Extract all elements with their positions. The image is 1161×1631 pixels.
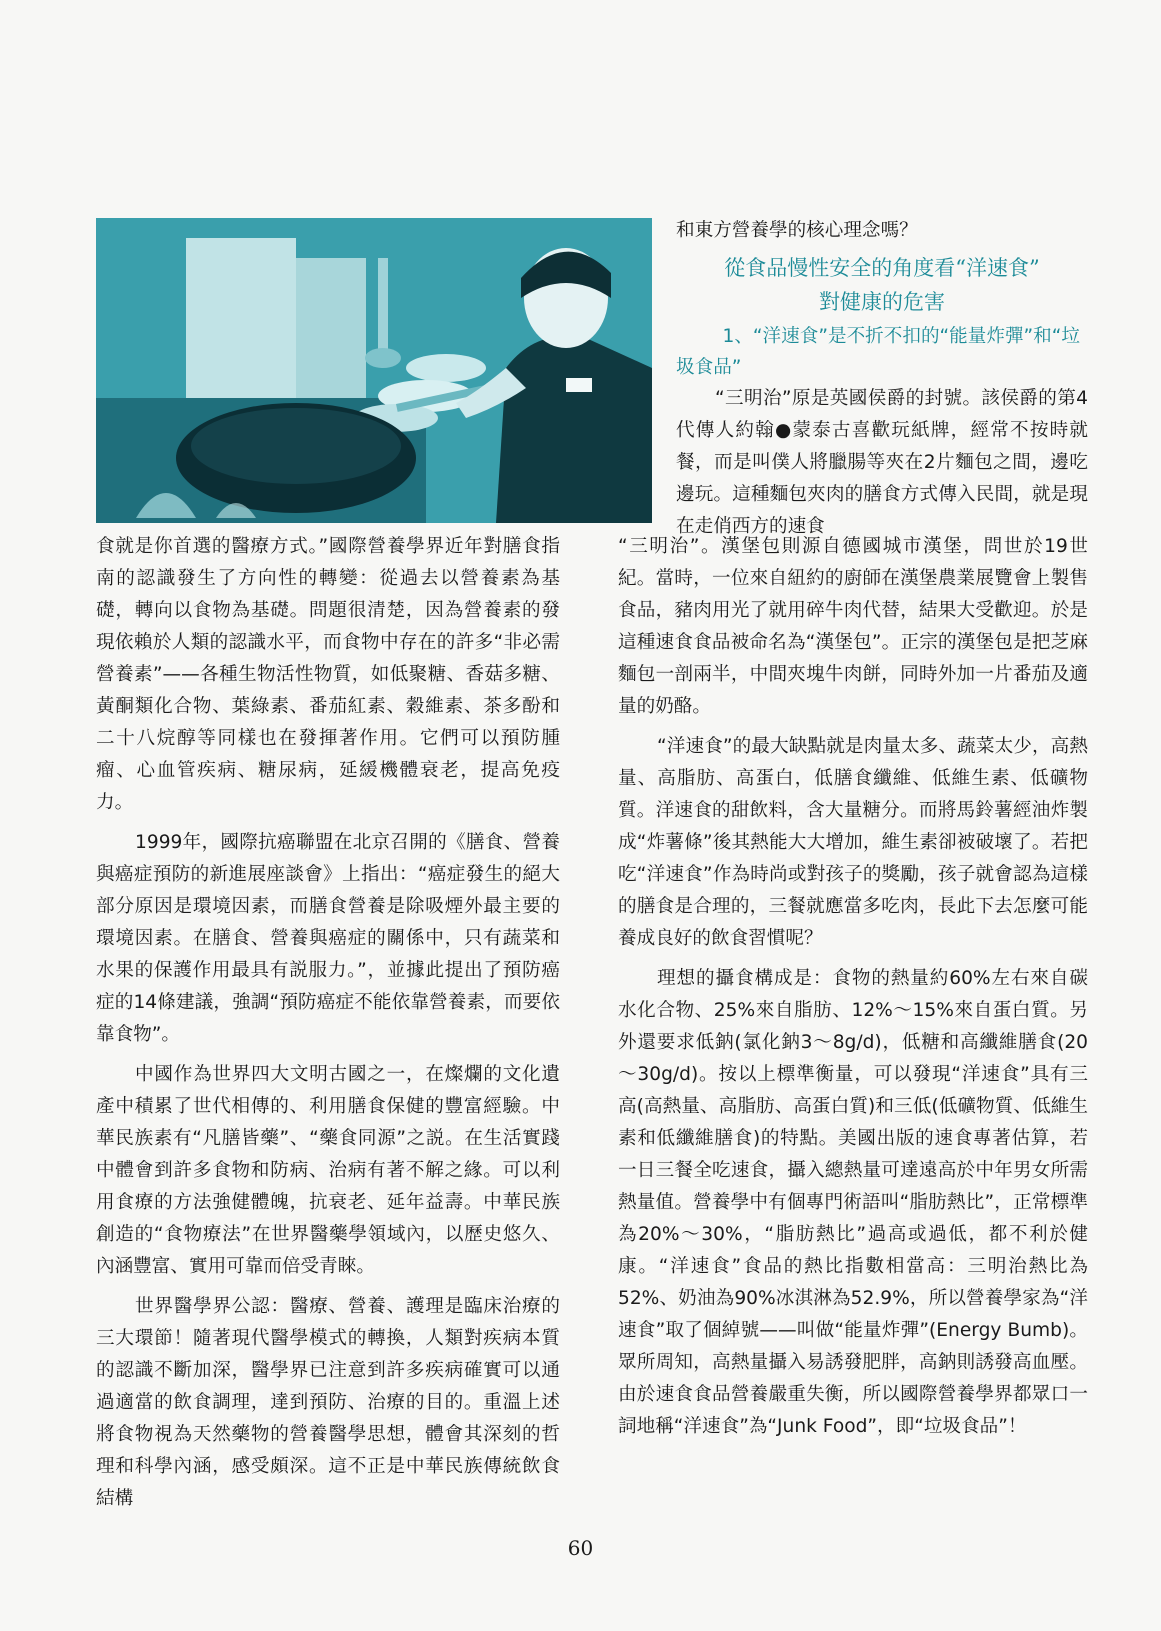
right-column xyxy=(618,531,1088,1443)
paragraph: “三明治”。漢堡包則源自德國城市漢堡，問世於19世紀。當時，一位來自紐約的廚師在漢堡農業展覽會上製售食品，豬肉用光了就用碎牛肉代替，結果大受歡迎。於是這種速食食品被命名為“漢堡包”。正宗的漢堡包是把芝麻麵包一剖兩半，中間夾塊牛肉餅，同時外加一片番茄及適量的奶酪。 xyxy=(618,536,1088,717)
paragraph: 中國作為世界四大文明古國之一，在燦爛的文化遺產中積累了世代相傳的、利用膳食保健的豐富經驗。中華民族素有“凡膳皆藥”、“藥食同源”之説。在生活實踐中體會到許多食物和防病、治病有著不解之緣。可以利用食療的方法強健體魄，抗衰老、延年益壽。中華民族創造的“食物療法”在世界醫藥學領域內，以歷史悠久、內涵豐富、實用可靠而倍受青睞。 xyxy=(96,1064,560,1277)
paragraph: 食就是你首選的醫療方式。”國際營養學界近年對膳食指南的認識發生了方向性的轉變：從過去以營養素為基礎，轉向以食物為基礎。問題很清楚，因為營養素的發現依賴於人類的認識水平，而食物中存在的許多“非必需營養素”——各種生物活性物質，如低聚糖、香菇多糖、黃酮類化合物、葉綠素、番茄紅素、穀維素、茶多酚和二十八烷醇等同樣也在發揮著作用。它們可以預防腫瘤、心血管疾病、糖尿病，延緩機體衰老，提高免疫力。 xyxy=(96,536,560,813)
section-heading xyxy=(676,251,1088,319)
subsection-heading: 1、“洋速食”是不折不扣的“能量炸彈”和“垃圾食品” xyxy=(676,326,1080,378)
paragraph: “三明治”原是英國侯爵的封號。該侯爵的第4代傳人約翰●蒙泰古喜歡玩紙牌，經常不按時就餐，而是叫僕人將臘腸等夾在2片麵包之間，邊吃邊玩。這種麵包夾肉的膳食方式傳入民間，就是現在走俏西方的速食 xyxy=(676,388,1088,537)
paragraph: 1999年，國際抗癌聯盟在北京召開的《膳食、營養與癌症預防的新進展座談會》上指出：“癌症發生的絕大部分原因是環境因素，而膳食營養是除吸煙外最主要的環境因素。在膳食、營養與癌症的關係中，只有蔬菜和水果的保護作用最具有説服力。”，並據此提出了預防癌症的14條建議，強調“預防癌症不能依靠營養素，而要依靠食物”。 xyxy=(96,832,560,1045)
section-heading-line2: 對健康的危害 xyxy=(819,290,945,314)
left-column xyxy=(96,531,560,1515)
photo-illustration xyxy=(96,218,652,523)
section-heading-line1: 從食品慢性安全的角度看“洋速食” xyxy=(724,256,1040,280)
paragraph: “洋速食”的最大缺點就是肉量太多、蔬菜太少，高熱量、高脂肪、高蛋白，低膳食纖維、低維生素、低礦物質。洋速食的甜飲料，含大量糖分。而將馬鈴薯經油炸製成“炸薯條”後其熱能大大增加，維生素卻被破壞了。若把吃“洋速食”作為時尚或對孩子的獎勵，孩子就會認為這樣的膳食是合理的，三餐就應當多吃肉，長此下去怎麼可能養成良好的飲食習慣呢？ xyxy=(618,736,1088,949)
paragraph: 理想的攝食構成是：食物的熱量約60%左右來自碳水化合物、25%來自脂肪、12%～15%來自蛋白質。另外還要求低鈉(氯化鈉3～8g/d)，低糖和高纖維膳食(20～30g/d)。按以上標準衡量，可以發現“洋速食”具有三高(高熱量、高脂肪、高蛋白質)和三低(低礦物質、低維生素和低纖維膳食)的特點。美國出版的速食專著估算，若一日三餐全吃速食，攝入總熱量可達遠高於中年男女所需熱量值。營養學中有個專門術語叫“脂肪熱比”，正常標準為20%～30%，“脂肪熱比”過高或過低，都不利於健康。“洋速食”食品的熱比指數相當高：三明治熱比為52%、奶油為90%冰淇淋為52.9%，所以營養學家為“洋速食”取了個綽號——叫做“能量炸彈”(Energy Bumb)。眾所周知，高熱量攝入易誘發肥胖，高鈉則誘發高血壓。由於速食食品營養嚴重失衡，所以國際營養學界都眾口一詞地稱“洋速食”為“Junk Food”，即“垃圾食品”！ xyxy=(618,968,1088,1437)
paragraph: 世界醫學界公認：醫療、營養、護理是臨床治療的三大環節！隨著現代醫學模式的轉換，人類對疾病本質的認識不斷加深，醫學界已注意到許多疾病確實可以通過適當的飲食調理，達到預防、治療的目的。重溫上述將食物視為天然藥物的營養醫學思想，體會其深刻的哲理和科學內涵，感受頗深。這不正是中華民族傳統飲食結構 xyxy=(96,1296,560,1509)
page-number: 60 xyxy=(567,1536,594,1560)
carry-over-line: 和東方營養學的核心理念嗎？ xyxy=(676,220,918,241)
cook-at-wok-photo xyxy=(96,218,652,523)
right-column-top xyxy=(676,215,1088,543)
